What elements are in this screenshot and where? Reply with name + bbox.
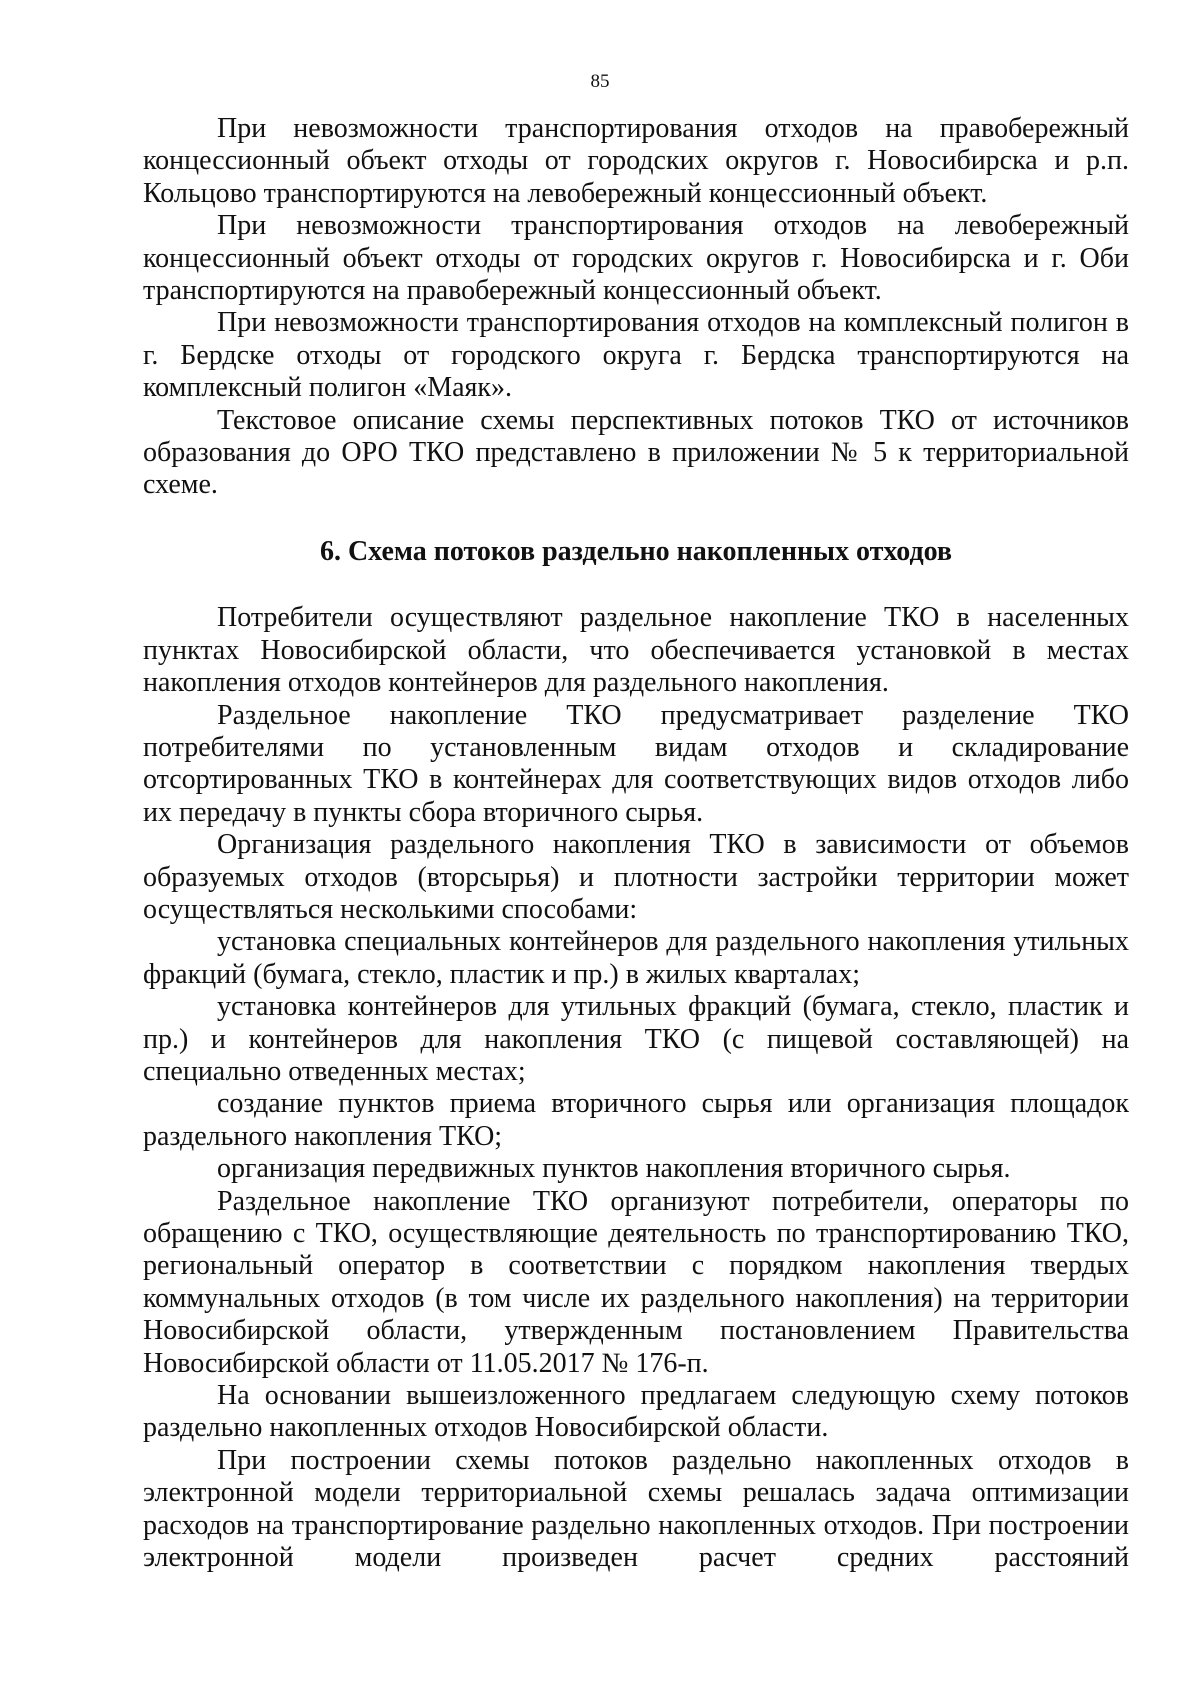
page-number: 85	[590, 71, 610, 92]
paragraph: Организация раздельного накопления ТКО в зависимости от объемов образуемых отходов (вторсырья) и плотности застройки территории может осуществляться несколькими способами:	[143, 829, 1129, 925]
paragraph: При невозможности транспортирования отходов на левобережный концессионный объект отходы от городских округов г. Новосибирска и г. Оби транспортируются на правобережный концессионный объект.	[143, 210, 1129, 307]
list-item: установка специальных контейнеров для раздельного накопления утильных фракций (бумага, стекло, пластик и пр.) в жилых кварталах;	[143, 926, 1129, 990]
paragraph: Раздельное накопление ТКО организуют потребители, операторы по обращению с ТКО, осуществляющие деятельность по транспортированию ТКО, региональный оператор в соответствии с порядком накопления твердых коммунальных отходов (в том числе их раздельного накопления) на территории Новосибирской области, утвержденным постановлением Правительства Новосибирской области от 11.05.2017 № 176-п.	[143, 1185, 1129, 1379]
paragraph: При невозможности транспортирования отходов на правобережный концессионный объект отходы от городских округов г. Новосибирска и р.п. Кольцово транспортируются на левобережный концессионный объект.	[143, 113, 1129, 209]
paragraph: На основании вышеизложенного предлагаем следующую схему потоков раздельно накопленных отходов Новосибирской области.	[143, 1380, 1129, 1444]
document-body	[143, 113, 1129, 1574]
list-item: организация передвижных пунктов накопления вторичного сырья.	[217, 1153, 1011, 1185]
list-item: установка контейнеров для утильных фракций (бумага, стекло, пластик и пр.) и контейнеров для накопления ТКО (с пищевой составляющей) на специально отведенных местах;	[143, 991, 1129, 1087]
list-item: создание пунктов приема вторичного сырья или организация площадок раздельного накопления ТКО;	[143, 1088, 1129, 1152]
section-heading: 6. Схема потоков раздельно накопленных отходов	[319, 535, 953, 567]
paragraph: Потребители осуществляют раздельное накопление ТКО в населенных пунктах Новосибирской области, что обеспечивается установкой в местах накопления отходов контейнеров для раздельного накопления.	[143, 602, 1129, 699]
paragraph: Текстовое описание схемы перспективных потоков ТКО от источников образования до ОРО ТКО представлено в приложении № 5 к территориальной схеме.	[143, 404, 1129, 501]
paragraph: Раздельное накопление ТКО предусматривает разделение ТКО потребителями по установленным видам отходов и складирование отсортированных ТКО в контейнерах для соответствующих видов отходов либо их передачу в пункты сбора вторичного сырья.	[143, 699, 1129, 828]
paragraph: При невозможности транспортирования отходов на комплексный полигон в г. Бердске отходы от городского округа г. Бердска транспортируются на комплексный полигон «Маяк».	[143, 307, 1129, 404]
paragraph: При построении схемы потоков раздельно накопленных отходов в электронной модели территориальной схемы решалась задача оптимизации расходов на транспортирование раздельно накопленных отходов. При построении электронной модели произведен расчет средних расстояний	[143, 1444, 1129, 1574]
